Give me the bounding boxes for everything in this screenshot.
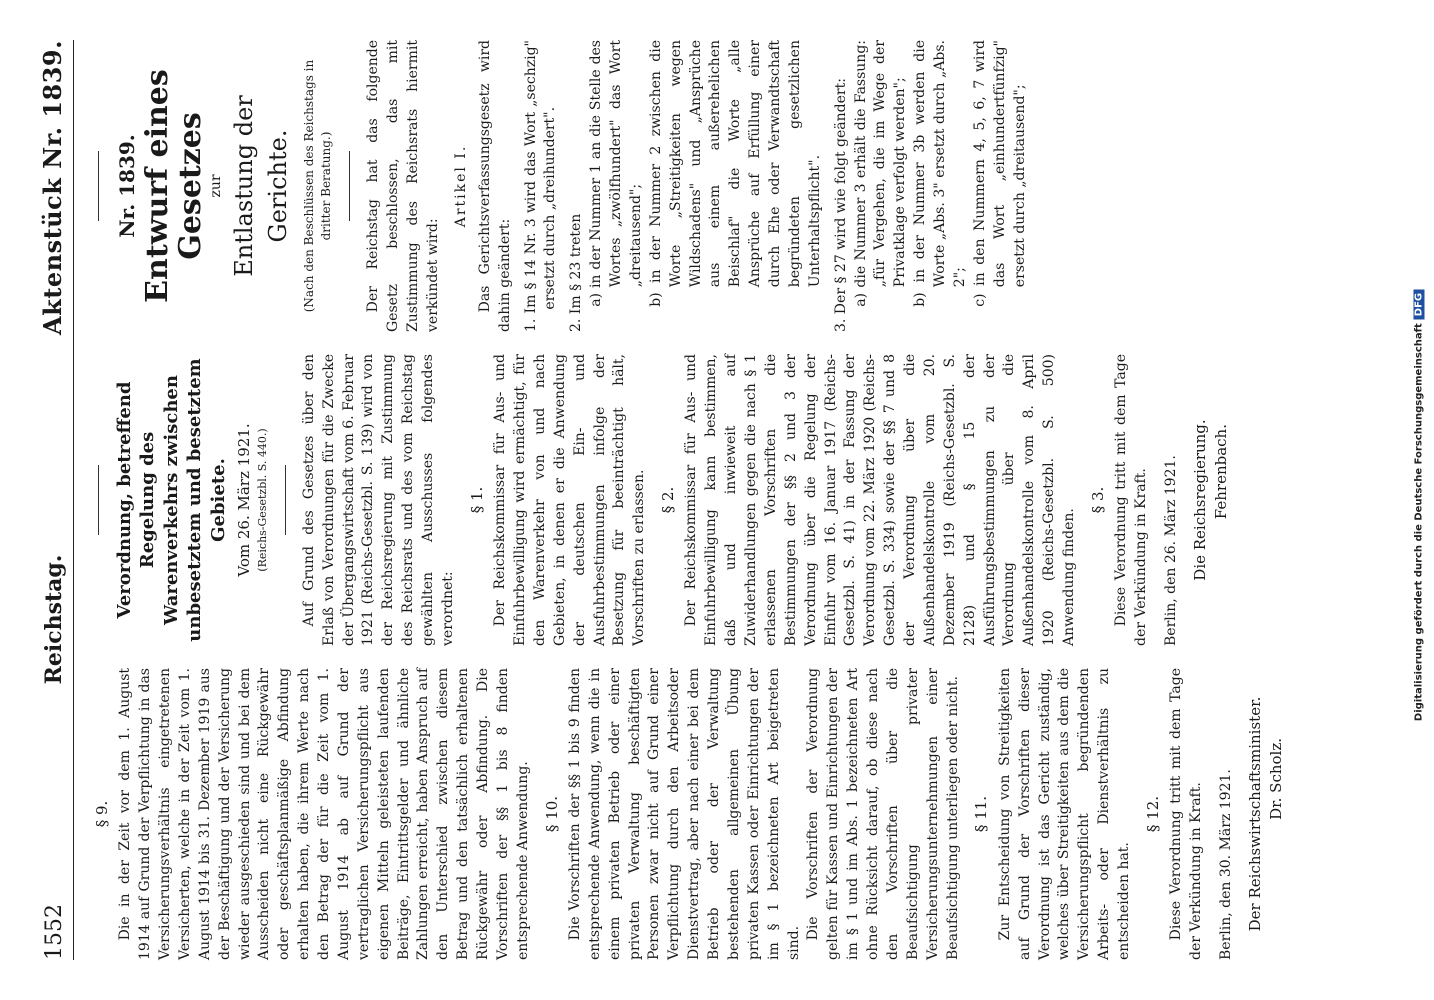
signature: Dr. Scholz. xyxy=(1267,738,1286,820)
divider xyxy=(285,465,286,535)
divider xyxy=(98,151,99,221)
list-subitem: b) in der Nummer 2 zwischen die Worte „Streitigkeiten wegen Wildschadens" und „Ansprüche aus einem außerehelichen Beischlaf" die Worte „alle Ansprüche auf Erfüllung einer durch Ehe oder Verwandtschaft begründeten gesetzlichen Unterhaltspflicht". xyxy=(647,40,823,307)
right-column xyxy=(84,40,1364,332)
divider xyxy=(98,465,99,535)
divider xyxy=(349,151,350,221)
section-heading: § 10. xyxy=(542,795,561,833)
left-column xyxy=(84,668,1364,960)
list-subitem: c) in den Nummern 4, 5, 6, 7 wird das Wort „einhundertfünfzig" ersetzt durch „dreitausend"; xyxy=(971,40,1028,307)
paragraph: Die Vorschriften der §§ 1 bis 9 finden entsprechende Anwendung, wenn die in einem privaten Betrieb oder einer privaten Verwaltung beschäftigten Personen zwar nicht auf Grund einer Verpflichtung durch den Arbeitsoder Dienstvertrag, aber nach einer bei dem Betrieb oder der Verwaltung bestehenden allgemeinen Übung privaten Kassen oder Einrichtungen der im § 1 bezeichneten Art beigetreten sind. xyxy=(566,668,802,960)
middle-column xyxy=(84,354,1364,646)
paragraph: Diese Verordnung tritt mit dem Tage der Verkündung in Kraft. xyxy=(1168,668,1205,960)
paragraph: Diese Verordnung tritt mit dem Tage der Verkündung in Kraft. xyxy=(1113,354,1150,646)
list-item: 2. Im § 23 treten xyxy=(568,213,585,332)
paragraph: Die in der Zeit vor dem 1. August 1914 auf Grund der Verpflichtung in das Versicherungsverhältnis eingetretenen Versicherten, welche in der Zeit vom 1. August 1914 bis 31. Dezember 1919 aus der Beschäftigung und der Versicherung wieder ausgeschieden sind und bei dem Ausscheiden nicht eine Rückgewähr oder geschäftsplanmäßige Abfindung erhalten haben, die ihrem Werte nach den Betrag der für die Zeit vom 1. August 1914 ab auf Grund der vertraglichen Versicherungspflicht aus eigenen Mitteln geleisteten laufenden Beiträge, Eintrittsgelder und ähnliche Zahlungen erreicht, haben Anspruch auf den Unterschied zwischen diesem Betrag und den tatsächlich erhaltenen Rückgewähr oder Abfindung. Die Vorschriften der §§ 1 bis 8 finden entsprechende Anwendung. xyxy=(117,668,531,960)
bill-title: Entwurf eines Gesetzes xyxy=(140,69,209,303)
paragraph: Der Reichskommissar für Aus- und Einfuhrbewilligung wird ermächtigt, für den Warenverkehr von und nach Gebieten, in denen er die Anwendung der deutschen Ein- und Ausfuhrbestimmungen infolge der Besetzung für beeinträchtigt hält, Vorschriften zu erlassen. xyxy=(492,354,648,646)
header-title: Aktenstück Nr. 1839. xyxy=(38,40,67,335)
dfg-logo: DFG xyxy=(1414,290,1425,319)
list-item: 3. Der § 27 wird wie folgt geändert: xyxy=(832,78,849,332)
list-item: 1. Im § 14 Nr. 3 wird das Wort „sechzig" ersetzt durch „dreihundert". xyxy=(522,40,559,332)
bill-note: (Nach den Beschlüssen des Reichstags in dritter Beratung.) xyxy=(302,59,334,313)
header-left: Reichstag. xyxy=(41,554,67,685)
running-head xyxy=(38,40,74,960)
date-line: Berlin, den 26. März 1921. xyxy=(1163,455,1179,646)
bill-subtitle: Entlastung der Gerichte. xyxy=(230,95,293,277)
credit-text: Digitalisierung gefördert durch die Deutsche Forschungsgemeinschaft xyxy=(1413,323,1425,722)
text-columns xyxy=(84,40,1364,960)
document-number: Nr. 1839. xyxy=(115,134,139,238)
article-heading: Artikel I. xyxy=(452,144,469,228)
government-title: Die Reichsregierung. xyxy=(1190,419,1209,581)
ordinance-reference: (Reichs-Gesetzbl. S. 440.) xyxy=(256,428,270,572)
section-heading: § 1. xyxy=(467,486,486,514)
list-subitem: a) die Nummer 3 erhält die Fassung: „für Vergehen, die im Wege der Privatklage verfolgt werden"; xyxy=(852,40,909,307)
signature: Fehrenbach. xyxy=(1212,424,1231,520)
digitization-credit xyxy=(1408,0,1430,1000)
list-subitem: b) in der Nummer 3b werden die Worte „Abs. 3" ersetzt durch „Abs. 2"; xyxy=(912,40,968,307)
minister-title: Der Reichswirtschaftsminister. xyxy=(1245,696,1264,932)
paragraph: Der Reichskommissar für Aus- und Einfuhrbewilligung kann bestimmen, daß und inwieweit auf Zuwiderhandlungen gegen die nach § 1 erlassenen Vorschriften die Bestimmungen der §§ 2 und 3 der Verordnung über die Regelung der Einfuhr vom 16. Januar 1917 (Reichs-Gesetzbl. S. 41) in der Fassung der Verordnung vom 22. März 1920 (Reichs-Gesetzbl. S. 334) sowie der §§ 7 und 8 der Verordnung über die Außenhandelskontrolle vom 20. Dezember 1919 (Reichs-Gesetzbl. S. 2128) und § 15 der Ausführungsbestimmungen zu der Verordnung über die Außenhandelskontrolle vom 8. April 1920 (Reichs-Gesetzbl. S. 500) Anwendung finden. xyxy=(683,354,1078,646)
section-heading: § 12. xyxy=(1143,795,1162,833)
section-heading: § 2. xyxy=(659,486,678,514)
page-number: 1552 xyxy=(42,904,67,960)
ordinance-title: Verordnung, betreffend Regelung des Warenverkehrs zwischen unbesetztem und besetztem Gebiete. xyxy=(114,358,229,642)
section-heading: § 11. xyxy=(972,795,991,833)
section-heading: § 3. xyxy=(1088,486,1107,514)
paragraph: Das Gerichtsverfassungsgesetz wird dahin geändert: xyxy=(476,40,513,332)
list-subitem: a) in der Nummer 1 an die Stelle des Wortes „zwölfhundert" das Wort „dreitausend"; xyxy=(588,40,644,307)
paragraph: Zur Entscheidung von Streitigkeiten auf Grund der Vorschriften dieser Verordnung ist das Gericht zuständig, welches über Streitigkeiten aus dem die Versicherungspflicht begründenden Arbeits- oder Dienstverhältnis zu entscheiden hat. xyxy=(996,668,1133,960)
date-line: Berlin, den 30. März 1921. xyxy=(1217,769,1234,960)
paragraph: Auf Grund des Gesetzes über den Erlaß von Verordnungen für die Zwecke der Übergangswirtschaft vom 6. Februar 1921 (Reichs-Gesetzbl. S. 139) wird von der Reichsregierung mit Zustimmung des Reichsrats und des vom Reichstag gewählten Ausschusses folgendes verordnet: xyxy=(300,354,456,646)
paragraph: Die Vorschriften der Verordnung gelten für Kassen und Einrichtungen der im § 1 und im Abs. 1 bezeichneten Art ohne Rücksicht darauf, ob diese nach den Vorschriften über die Beaufsichtigung privater Versicherungsunternehmungen einer Beaufsichtigung unterliegen oder nicht. xyxy=(805,668,961,960)
bill-title-connector: zur xyxy=(208,174,225,198)
section-heading: § 9. xyxy=(93,800,111,828)
ordinance-date: Vom 26. März 1921. xyxy=(234,423,253,577)
paragraph: Der Reichstag hat das folgende Gesetz beschlossen, das mit Zustimmung des Reichsrats hiermit verkündet wird: xyxy=(365,40,442,332)
